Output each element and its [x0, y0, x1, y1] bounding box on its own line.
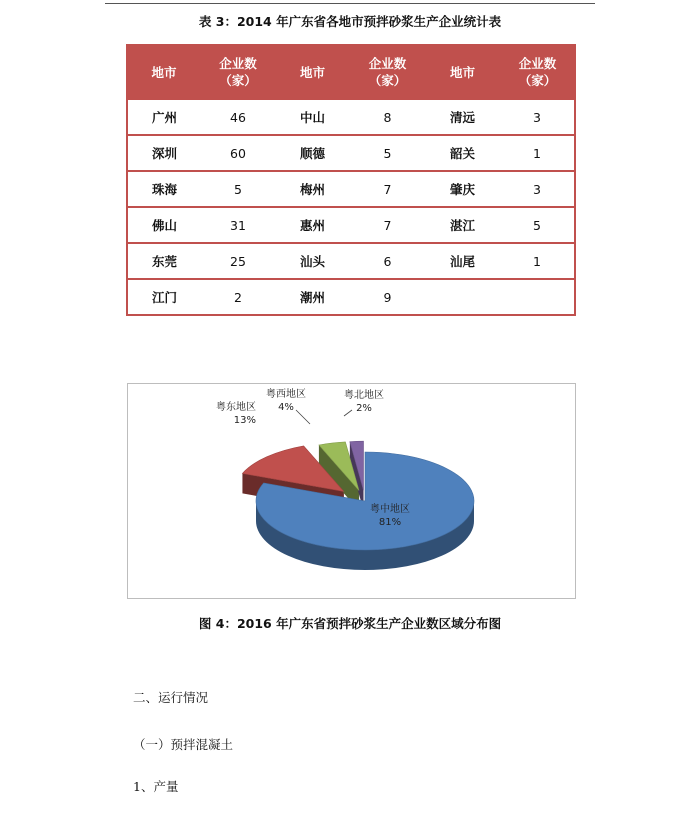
- count-cell: 8: [350, 100, 425, 135]
- count-cell: 46: [201, 100, 275, 135]
- city-cell: 潮州: [275, 279, 350, 315]
- subsection-heading: 1、产量: [133, 779, 179, 794]
- city-cell: 汕尾: [425, 243, 500, 279]
- city-cell: 顺德: [275, 135, 350, 171]
- count-cell: 60: [201, 135, 275, 171]
- count-cell: 9: [350, 279, 425, 315]
- city-cell: 湛江: [425, 207, 500, 243]
- count-cell: 3: [500, 100, 575, 135]
- header-city: 地市: [275, 44, 350, 100]
- count-cell: 1: [500, 243, 575, 279]
- city-cell: 惠州: [275, 207, 350, 243]
- pie-chart-svg: [128, 384, 575, 598]
- city-cell: 清远: [425, 100, 500, 135]
- count-cell: 3: [500, 171, 575, 207]
- city-cell: 梅州: [275, 171, 350, 207]
- pie-data-label-3: 粤西地区 4%: [266, 389, 306, 413]
- stats-table: [126, 44, 576, 316]
- city-cell: 广州: [127, 100, 201, 135]
- city-cell: 江门: [127, 279, 201, 315]
- count-cell: 5: [350, 135, 425, 171]
- city-cell: 深圳: [127, 135, 201, 171]
- count-cell: 5: [201, 171, 275, 207]
- table-row: [127, 243, 575, 279]
- section-heading: 二、运行情况: [133, 690, 209, 705]
- header-count: 企业数 （家）: [201, 44, 275, 100]
- city-cell: 汕头: [275, 243, 350, 279]
- pie-leader-line-3: [296, 410, 310, 424]
- pie-data-label-2: 粤东地区 13%: [216, 402, 256, 426]
- table-header-row: [127, 44, 575, 100]
- pie-leader-line-4: [344, 410, 352, 416]
- figure-caption: 图 4：2016 年广东省预拌砂浆生产企业数区域分布图: [198, 616, 502, 631]
- pie-data-label-4: 粤北地区 2%: [344, 390, 384, 414]
- city-cell: 韶关: [425, 135, 500, 171]
- city-cell: [425, 279, 500, 315]
- count-cell: [500, 279, 575, 315]
- city-cell: 中山: [275, 100, 350, 135]
- city-cell: 肇庆: [425, 171, 500, 207]
- city-cell: 佛山: [127, 207, 201, 243]
- count-cell: 7: [350, 207, 425, 243]
- pie-chart: [127, 383, 576, 599]
- city-cell: 珠海: [127, 171, 201, 207]
- top-rule: [105, 3, 595, 4]
- header-count: 企业数 （家）: [500, 44, 575, 100]
- count-cell: 5: [500, 207, 575, 243]
- header-city: 地市: [127, 44, 201, 100]
- table-row: [127, 135, 575, 171]
- table-row: [127, 207, 575, 243]
- pie-data-label-1: 粤中地区 81%: [370, 504, 410, 528]
- table-row: [127, 100, 575, 135]
- count-cell: 1: [500, 135, 575, 171]
- count-cell: 31: [201, 207, 275, 243]
- subsection-heading: （一）预拌混凝土: [133, 737, 234, 752]
- count-cell: 7: [350, 171, 425, 207]
- table-row: [127, 171, 575, 207]
- table-title: 表 3：2014 年广东省各地市预拌砂浆生产企业统计表: [198, 14, 502, 29]
- count-cell: 25: [201, 243, 275, 279]
- header-count: 企业数 （家）: [350, 44, 425, 100]
- count-cell: 6: [350, 243, 425, 279]
- count-cell: 2: [201, 279, 275, 315]
- city-cell: 东莞: [127, 243, 201, 279]
- table-row: [127, 279, 575, 315]
- header-city: 地市: [425, 44, 500, 100]
